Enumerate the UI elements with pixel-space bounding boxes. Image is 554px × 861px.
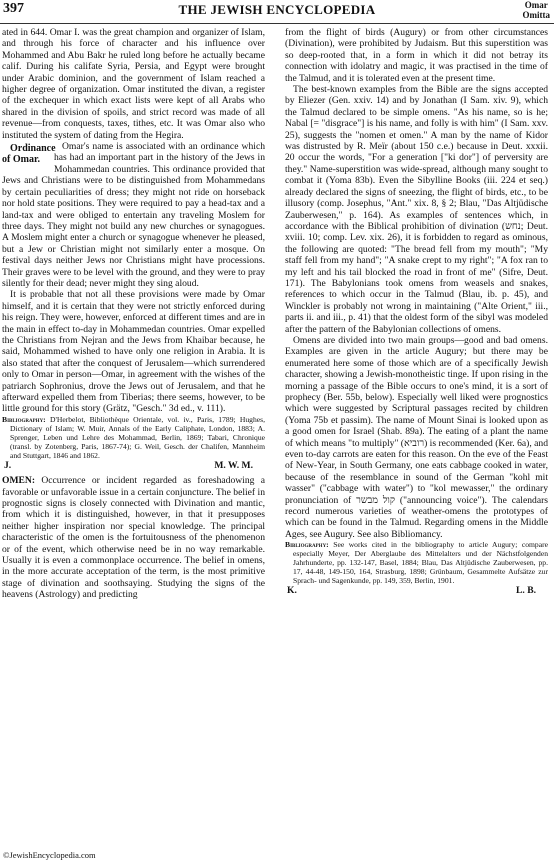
omen-paragraph-2: The best-known examples from the Bible are the signs accepted by Eliezer (Gen. xxiv. 14) and by Jonathan (I Sam. xiv. 9), which the Talmud declared to be simple omens. "As his name, so is he; Nabal [= "disgrace"] is his name, and folly is with him" (I Sam. xxv. 25), suggests the "nomen et omen." A man by the name of Kidor was distrusted by R. Meïr (about 150 c.e.) because in Deut. xxxii. 20 occur the words, "For a generation ["ki dor"] of perversity are they." Name-superstition was wide-spread, although many sought to combat it (Yoma 83b). Even the Sibylline Books (iii. 224 et seq.) already declared the signs of sneezing, the flight of birds, etc., to be illusory (comp. Josephus, "Ant." xix. 8, § 2; Blau, "Das Altjüdische Zauberwesen," p. 164). As examples of sentences which, in accordance with the Biblical prohibition of divination (נחש; Deut. xviii. 10; comp. Lev. xix. 26), it is forbidden to regard as ominous, the following are quoted: "The bread fell from my mouth"; "My staff fell from my hand"; "A snake crept to my right"; "A fox ran to my left and his tail blocked the road in front of me" (Sifre, Deut. 171). The Babylonians took omens from weasels and snakes, references to which occur in the Talmud (Blau, ib. p. 45), and Winckler is probably not wrong in maintaining ("Alte Orient," iii., parts ii. and iii., p. 41) that the oldest form of the sibyl was modeled after the pattern of the Babylonian collections of omens. xyxy=(285,84,548,335)
omen-paragraph-1 xyxy=(2,475,265,600)
bibliography-label: Bibliography: xyxy=(285,540,329,550)
guide-word-first: Omar xyxy=(524,0,548,10)
omar-paragraph-2 xyxy=(2,141,265,289)
omen-signature xyxy=(285,585,548,596)
omar-paragraph-3: It is probable that not all these provisions were made by Omar himself, and it is certain that they were not strictly enforced during his reign. They were, however, enforced at different times and are in the main in effect to-day in Mohammedan countries. Omar expelled the Christians from Nejran and the Jews from Khaibar because, he said, Mohammed wished to have only one religion in Arabia. It is also stated that after the conquest of Jerusalem—which surrendered only to Omar in person—Omar, in agreement with the wishes of the patriarch Sophronius, drove the Jews out of Jerusalem, and that he afterward expelled them from Tiberias; there seems, however, to be little ground for this story (Grätz, "Gesch." 3d ed., v. 111). xyxy=(2,289,265,415)
omar-paragraph-2-text: Omar's name is associated with an ordinance which has had an important part in the history of the Jews in Mohammedan countries. This ordinance provided that Jews and Christians were to be distinguished from Mohammedans by certain peculiarities of dress; they might not ride on horseback nor hold state positions. They were required to pay a head-tax and a land-tax and were obliged to entertain any traveling Moslem for three days. They might not build any new churches or synagogues. A Moslem might enter a church or synagogue whenever he pleased, but a Jew or Christian might not similarly enter a mosque. On festival days neither Jews nor Christians might have processions. Their graves were to be level with the ground, and they were to pray silently for their dead; never might they sing aloud. xyxy=(2,141,265,289)
omen-headword: OMEN: xyxy=(2,475,36,487)
running-title: THE JEWISH ENCYCLOPEDIA xyxy=(178,2,376,17)
site-credit: ©JewishEncyclopedia.com xyxy=(3,850,96,860)
omen-bibliography xyxy=(285,540,548,585)
sidenote-line-2: of Omar. xyxy=(2,154,40,166)
signature-authors: L. B. xyxy=(516,585,536,597)
omen-paragraph-3: Omens are divided into two main groups—good and bad omens. Examples are given in the article Augury; but there may be enumerated here some of those which are of a specifically Jewish character, showing a Jewish-monotheistic tinge. If upon rising in the morning a passage of the Bible occurs to one's mind, it is a sort of prophecy (Ber. 55b, below). Especially well liked were prognostics which were suggested by Scriptural passages recited by children (Yoma 75b et passim). The name of Mount Sinai is looked upon as a good omen for Israel (Shab. 89a). The eating of a plant the name of which means "to multiply" (רוביא) is recommended (Ker. 6a), and even to-day carrots are eaten for this reason. On the eve of the Feast of New-Year, in South Germany, one eats cabbage cooked in water, because of the resemblance in sound of the German "kohl mit wasser" ("cabbage with water") to "kol mewasser," the ordinary pronunciation of קול מבשר ("announcing voice"). The calendars record numerous varieties of weather-omens the prototypes of which can be found in the Talmud. Regarding omens in the Middle Ages, see Augury. See also Bibliomancy. xyxy=(285,334,549,540)
bibliography-text: See works cited in the bibliography to article Augury; compare especially Meyer, Der Aberglaube des Mittelalters und der Nächstfolgenden Jahrhunderte, pp. 132-147, Basel, 1884; Blau, Das Altjüdische Zauberwesen, pp. 17, 44-48, 149-150, 164, Strasburg, 1898; Grünbaum, Gesammelte Aufsätze zur Sprach- und Sagenkunde, pp. 149, 359, Berlin, 1901. xyxy=(293,540,548,586)
page-header xyxy=(0,0,554,24)
left-column xyxy=(2,27,265,601)
omen-text: Occurrence or incident regarded as foreshadowing a favorable or unfavorable issue in a certain conjuncture. The belief in prognostic signs is closely connected with Divination and mantic, from which it is distinguished, however, in that it presupposes neither higher inspiration nor special knowledge. The principal characteristic of the omen is the fortuitousness of the phenomenon or of the event, which otherwise need be in no way remarkable. Usually it is even a commonplace occurrence. The belief in omens, in the more accurate acceptation of the term, is the most primitive stage of divination and soothsaying. Studying the signs of the heavens (Astrology) and predicting xyxy=(2,475,265,601)
omen-paragraph-continued: from the flight of birds (Augury) or from other circumstances (Divination), were prohibited by Judaism. But this superstition was so deep-rooted that, in a form in which it did not betray its connection with idolatry and magic, it was practised in the time of the Talmud, and it is tolerated even at the present time. xyxy=(285,27,548,84)
right-column xyxy=(285,27,548,597)
bibliography-label: Bibliography: xyxy=(2,414,46,424)
signature-authors: M. W. M. xyxy=(214,459,253,471)
bibliography-text: D'Herbelot, Bibliothèque Orientale, vol. iv., Paris, 1789; Hughes, Dictionary of Islam; W. Muir, Annals of the Early Caliphate, London, 1883; A. Sprenger, Leben und Lehre des Mohammad, Berlin, 1869; Tabari, Chronique (transl. by Zotenberg, Paris, 1867-74); G. Weil, Gesch. der Chalifen, Mannheim and Stuttgart, 1846 and 1862. xyxy=(10,414,265,460)
signature-initial: K. xyxy=(287,585,297,597)
guide-words xyxy=(523,0,551,20)
signature-initial: J. xyxy=(4,459,12,471)
sidenote-line-1: Ordinance xyxy=(10,143,56,155)
sidenote-ordinance xyxy=(2,143,56,166)
page-number: 397 xyxy=(3,1,24,16)
omar-paragraph-1: ated in 644. Omar I. was the great champion and organizer of Islam, and through his force of character and his influence over Mohammed and Abu Bakr he ruled long before he actually became calif. During his califate Syria, Persia, and Egypt were brought under Arabic dominion, and the government of Islam reached a higher degree of organization. Omar instituted the divan, a register of the exchequer in which exact lists were kept of all Arabs who shared in the division of spoils, and strict record was made of all revenue—from conquests, taxes, tithes, etc. It was Omar also who instituted the system of dating from the Hegira. xyxy=(2,27,265,141)
omar-bibliography xyxy=(2,415,265,460)
omar-signature xyxy=(2,460,265,471)
guide-word-last: Omitta xyxy=(522,10,550,20)
